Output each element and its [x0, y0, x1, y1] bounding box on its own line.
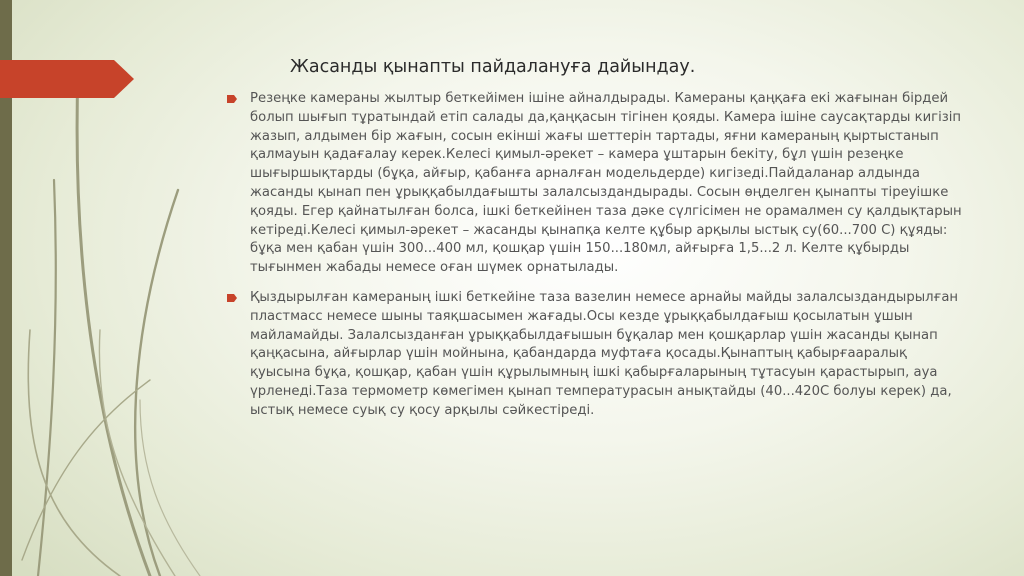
title-accent-band — [0, 60, 134, 98]
paragraph-text: Қыздырылған камераның ішкі беткейіне таза вазелин немесе арнайы майды залалсыздандырылған пластмасс немесе шыны таяқшасымен жағады.Осы кезде ұрыққабылдағыш қосылатын ұшын майламайды. Залалсызданған ұрыққабылдағышын бұқалар мен қошқарлар үшін жасанды қынап қаңқасына, айғырлар үшін мойнына, қабандарда муфтаға қосады.Қынаптың қабырғааралық қуысына бұқа, қошқар, қабан үшін құрылымның ішкі қабырғаларының тұтасуын қарастырып, ауа үрленеді.Таза термометр көмегімен қынап температурасын анықтайды (40...420С болуы керек) да, ыстық немесе суық су қосу арқылы сәйкестіреді. — [250, 289, 959, 418]
slide-title: Жасанды қынапты пайдалануға дайындау. — [290, 57, 696, 77]
arrow-bullet-icon — [226, 292, 238, 304]
arrow-bullet-icon — [226, 93, 238, 105]
content-body — [226, 90, 964, 432]
paragraph-text: Резеңке камераны жылтыр беткейімен ішіне айналдырады. Камераны қаңқаға екі жағынан бірдей болып шығып тұратындай етіп салады да,қаңқасын тігінен қояды. Камера ішіне саусақтарды кигізіп жазып, алдымен бір жағын, сосын екінші жағы шеттерін тартады, яғни камераның қыртыстанып қалмауын қадағалау керек.Келесі қимыл-әрекет – камера ұштарын бекіту, бұл үшін резеңке шығыршықтарды (бұқа, айғыр, қабанға арналған модельдерде) кигізеді.Пайдаланар алдында жасанды қынап пен ұрыққабылдағышты залалсыздандырады. Сосын өңделген қынапты тіреуішке қояды. Егер қайнатылған болса, ішкі беткейінен таза дәке сүлгісімен не орамалмен су қалдықтарын кетіреді.Келесі қимыл-әрекет – жасанды қынапқа келте құбыр арқылы ыстық су(60...700 С) құяды: бұқа мен қабан үшін 300...400 мл, қошқар үшін 150...180мл, айғырға 1,5...2 л. Келте құбырды тығынмен жабады немесе оған шүмек орнатылады. — [250, 91, 962, 276]
bullet-paragraph — [226, 90, 964, 278]
bullet-paragraph — [226, 289, 964, 421]
